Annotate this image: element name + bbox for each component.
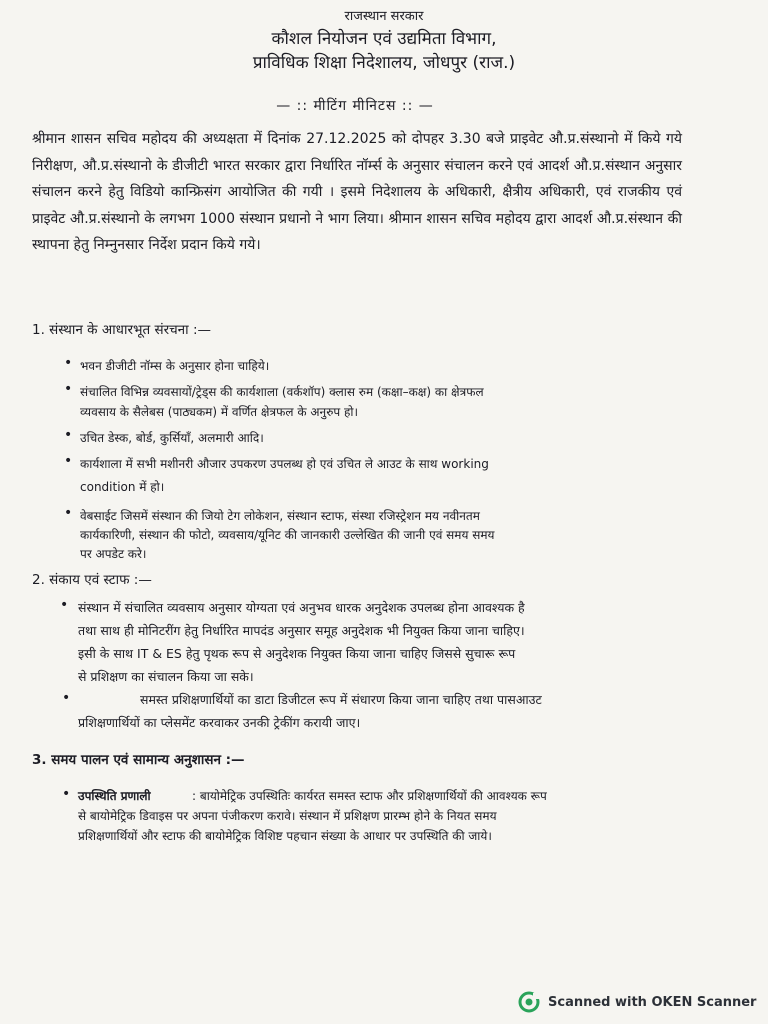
section-1-item-2-line-1: संचालित विभिन्न व्यवसायों/ट्रेड्स की कार्यशाला (वर्कशॉप) क्लास रुम (कक्षा–कक्ष) का क्षेत्रफल xyxy=(80,385,484,399)
bullet-icon: • xyxy=(64,505,73,521)
header-department: कौशल नियोजन एवं उद्यमिता विभाग, xyxy=(271,29,497,49)
intro-paragraph: श्रीमान शासन सचिव महोदय की अध्यक्षता में दिनांक 27.12.2025 को दोपहर 3.30 बजे प्राइवेट औ.प्र.संस्थानो में किये गये निरीक्षण, औ.प्र.संस्थानो के डीजीटी भारत सरकार द्वारा निर्धारित नॉर्म्स के अनुसार संचालन करने एवं आदर्श औ.प्र.संस्थान अनुसार संचालन करने हेतु विडियो कान्फ्रिसंग आयोजित की गयी । इसमे निदेशालय के अधिकारी, क्षैत्रीय अधिकारी, एवं राजकीय एवं प्राइवेट औ.प्र.संस्थानो के लगभग 1000 संस्थान प्रधानो ने भाग लिया। श्रीमान शासन सचिव महोदय द्वारा आदर्श औ.प्र.संस्थान की स्थापना हेतु निम्नुनसार निर्देश प्रदान किये गये। xyxy=(32,131,682,253)
header-directorate: प्राविधिक शिक्षा निदेशालय, जोधपुर (राज.) xyxy=(252,53,516,73)
section-2-heading: 2. संकाय एवं स्टाफ :— xyxy=(32,572,152,588)
bullet-icon: • xyxy=(62,786,71,802)
section-3-item-1-line-2: से बायोमेट्रिक डिवाइस पर अपना पंजीकरण करावे। संस्थान में प्रशिक्षण प्रारम्भ होने के नियत समय xyxy=(78,809,497,823)
bullet-icon: • xyxy=(64,381,73,397)
section-1-item-2-line-2: व्यवसाय के सैलेबस (पाठ्यकम) में वर्णित क्षेत्रफल के अनुरुप हो। xyxy=(80,405,359,419)
header-state-govt: राजस्थान सरकार xyxy=(344,9,424,24)
section-2-item-1-line-2: तथा साथ ही मोनिटरींग हेतु निर्धारित मापदंड अनुसार समूह अनुदेशक भी नियुक्त किया जाना चाहिए। xyxy=(78,623,525,638)
section-1-item-3: उचित डेस्क, बोर्ड, कुर्सियाँ, अलमारी आदि। xyxy=(80,431,264,445)
section-1-item-5-line-3: पर अपडेट करे। xyxy=(80,547,147,561)
bullet-icon: • xyxy=(60,597,69,613)
section-2-item-1-line-3: इसी के साथ IT & ES हेतु पृथक रूप से अनुदेशक नियुक्त किया जाना चाहिए जिससे सुचारू रूप xyxy=(78,646,516,661)
bullet-icon: • xyxy=(62,690,71,706)
document-title: — :: मीटिंग मीनिटस :: — xyxy=(276,98,434,114)
section-3-item-1-label: उपस्थिति प्रणाली xyxy=(78,789,151,803)
oken-logo-icon xyxy=(518,991,540,1013)
section-3-item-1-line-3: प्रशिक्षणार्थियों और स्टाफ की बायोमेट्रिक विशिष्ट पहचान संख्या के आधार पर उपस्थिति की जाये। xyxy=(78,829,492,843)
section-2-item-2-line-1: समस्त प्रशिक्षणार्थियों का डाटा डिजीटल रूप में संधारण किया जाना चाहिए तथा पासआउट xyxy=(140,692,542,707)
section-2-item-2-line-2: प्रशिक्षणार्थियों का प्लेसमेंट करवाकर उनकी ट्रेकींग करायी जाए। xyxy=(78,715,361,730)
section-1-item-1: भवन डीजीटी नॉम्स के अनुसार होना चाहिये। xyxy=(80,359,270,373)
scanner-text: Scanned with OKEN Scanner xyxy=(548,994,757,1010)
section-1-item-5-line-2: कार्यकारिणी, संस्थान की फोटो, व्यवसाय/यूनिट की जानकारी उल्लेखित की जानी एवं समय समय xyxy=(80,528,495,542)
bullet-icon: • xyxy=(64,427,73,443)
section-1-item-5-line-1: वेबसाईट जिसमें संस्थान की जियो टेग लोकेशन, संस्थान स्टाफ, संस्था रजिस्ट्रेशन मय नवीनतम xyxy=(80,509,480,523)
scanner-watermark xyxy=(518,991,756,1013)
bullet-icon: • xyxy=(64,453,73,469)
section-3-item-1-line-1: : बायोमेट्रिक उपस्थितिः कार्यरत समस्त स्टाफ और प्रशिक्षणार्थियों की आवश्यक रूप xyxy=(192,789,547,803)
section-1-item-4-line-1: कार्यशाला में सभी मशीनरी औजार उपकरण उपलब्ध हो एवं उचित ले आउट के साथ working xyxy=(80,457,489,471)
section-2-item-1-line-1: संस्थान में संचालित व्यवसाय अनुसार योग्यता एवं अनुभव धारक अनुदेशक उपलब्ध होना आवश्यक है xyxy=(78,600,525,615)
section-1-heading: 1. संस्थान के आधारभूत संरचना :— xyxy=(32,322,211,338)
section-1-item-4-line-2: condition में हो। xyxy=(80,480,165,494)
section-3-heading: 3. समय पालन एवं सामान्य अनुशासन :— xyxy=(32,752,245,768)
section-2-item-1-line-4: से प्रशिक्षण का संचालन किया जा सके। xyxy=(78,669,254,684)
bullet-icon: • xyxy=(64,355,73,371)
